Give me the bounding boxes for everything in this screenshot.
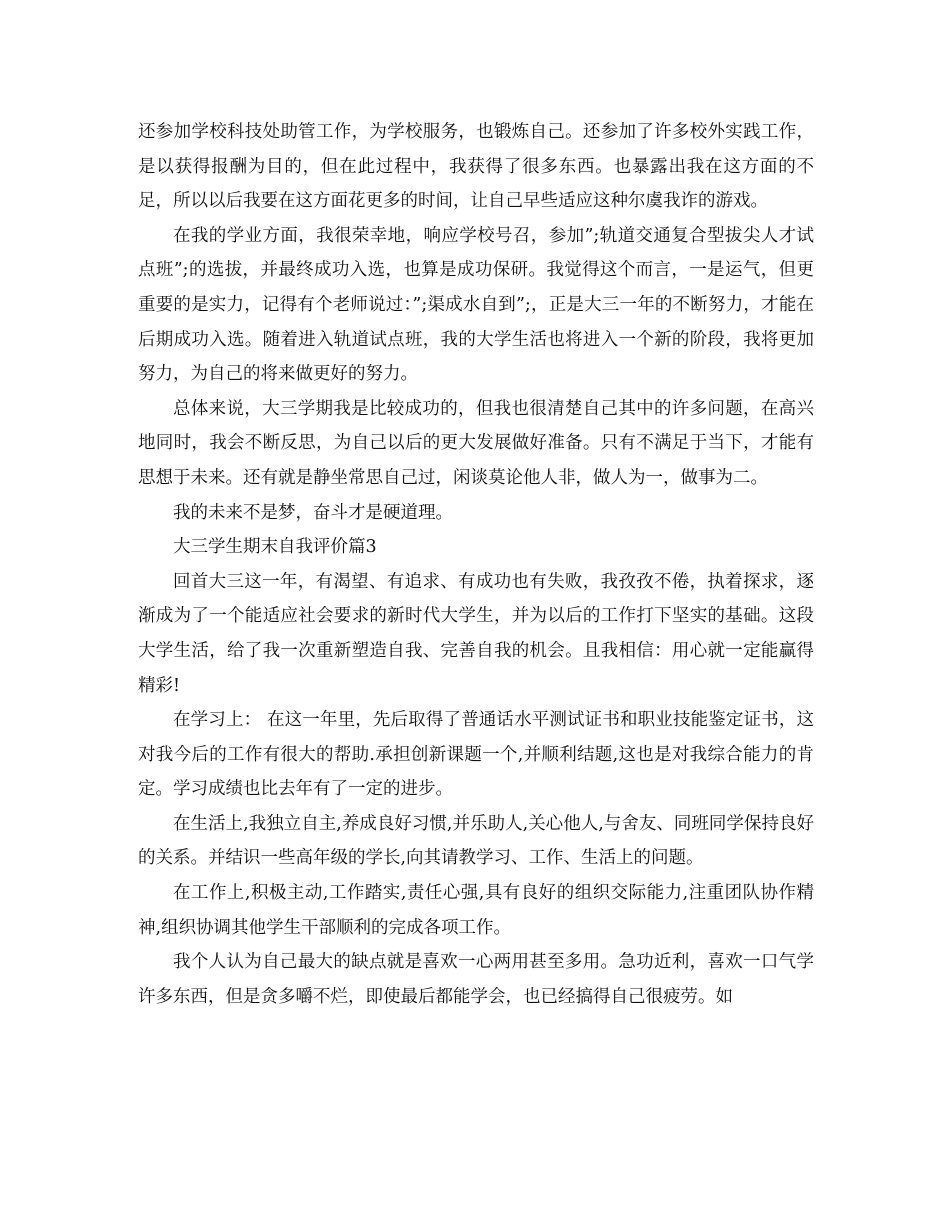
- paragraph: 回首大三这一年，有渴望、有追求、有成功也有失败，我孜孜不倦，执着探求，逐渐成为了一个能适应社会要求的新时代大学生，并为以后的工作打下坚实的基础。这段大学生活，给了我一次重新塑造自我、完善自我的机会。且我相信：用心就一定能赢得精彩!: [138, 571, 814, 696]
- paragraph: 还参加学校科技处助管工作，为学校服务，也锻炼自己。还参加了许多校外实践工作，是以获得报酬为目的，但在此过程中，我获得了很多东西。也暴露出我在这方面的不足，所以以后我要在这方面花更多的时间，让自己早些适应这种尔虞我诈的游戏。: [138, 122, 814, 212]
- paragraph: 总体来说，大三学期我是比较成功的，但我也很清楚自己其中的许多问题，在高兴地同时，我会不断反思，为自己以后的更大发展做好准备。只有不满足于当下，才能有思想于未来。还有就是静坐常思自己过，闲谈莫论他人非，做人为一，做事为二。: [138, 398, 814, 488]
- paragraph: 在生活上,我独立自主,养成良好习惯,并乐助人,关心他人,与舍友、同班同学保持良好的关系。并结识一些高年级的学长,向其请教学习、工作、生活上的问题。: [138, 813, 814, 869]
- document-page: [138, 115, 814, 1014]
- paragraph: 我个人认为自己最大的缺点就是喜欢一心两用甚至多用。急功近利，喜欢一口气学许多东西，但是贪多嚼不烂，即使最后都能学会，也已经搞得自己很疲劳。如: [138, 952, 814, 1007]
- paragraph: 在工作上,积极主动,工作踏实,责任心强,具有良好的组织交际能力,注重团队协作精神,组织协调其他学生干部顺利的完成各项工作。: [138, 883, 814, 938]
- paragraph: 我的未来不是梦，奋斗才是硬道理。: [173, 502, 453, 523]
- paragraph: 在学习上： 在这一年里，先后取得了普通话水平测试证书和职业技能鉴定证书，这对我今后的工作有很大的帮助.承担创新课题一个,并顺利结题,这也是对我综合能力的肯定。学习成绩也比去年有了一定的进步。: [138, 710, 814, 800]
- section-heading: 大三学生期末自我评价篇3: [173, 537, 377, 558]
- paragraph: 在我的学业方面，我很荣幸地，响应学校号召，参加”;轨道交通复合型拔尖人才试点班”;的选拔，并最终成功入选，也算是成功保研。我觉得这个而言，一是运气，但更重要的是实力，记得有个老师说过：”;渠成水自到”;，正是大三一年的不断努力，才能在后期成功入选。随着进入轨道试点班，我的大学生活也将进入一个新的阶段，我将更加努力，为自己的将来做更好的努力。: [138, 225, 814, 385]
